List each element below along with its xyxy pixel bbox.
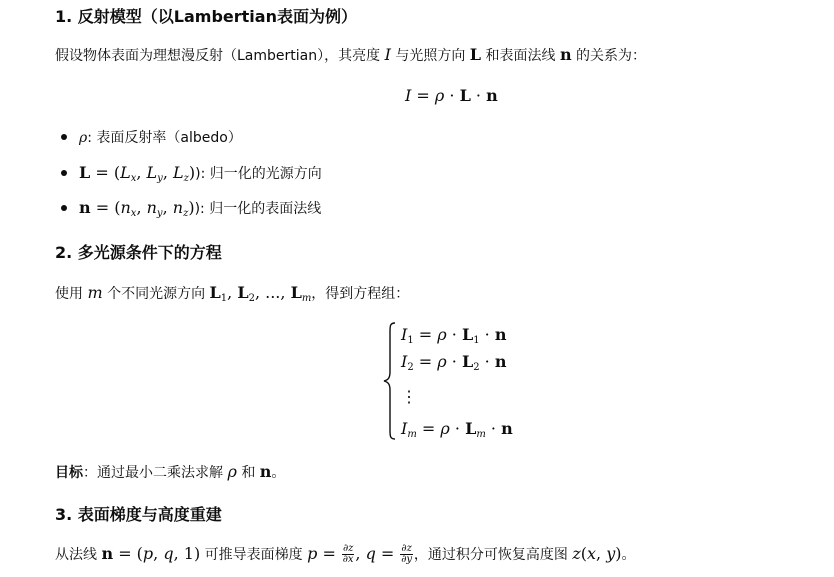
- bullet-surface-normal: $n = (n_x$, $n_y$, $n_z$)): 归一化的表面法线: [55, 198, 321, 224]
- paragraph-multi-light: 使用 m 个不同光源方向 $L_1$, $L_2$, ..., $L_m$，得到方程组：: [55, 283, 410, 304]
- bullet-light-direction: $L = (L_x$, $L_y$, $L_z$)): 归一化的光源方向: [55, 163, 322, 189]
- bullet-icon: [61, 170, 67, 176]
- system-row-m: $I_m = \rho \cdot L_m \cdot n$: [401, 419, 513, 440]
- section-heading-3: 3. 表面梯度与高度重建: [55, 505, 222, 524]
- section-heading-1: 1. 反射模型（以Lambertian表面为例）: [55, 7, 357, 26]
- paragraph-gradient: 从法线 n = (p, q, 1) 可推导表面梯度 p = $\frac{\partial z}{\partial x}$ , q = $\frac{\partial z}{\partial y}$ ，通过积分可恢复高度图 z(x, y)。: [55, 543, 636, 565]
- equation-system-brace: [383, 322, 397, 440]
- bullet-albedo: ρ: 表面反射率（albedo）: [55, 128, 242, 148]
- equation-lambert: I = ρ · L · n: [405, 86, 498, 105]
- paragraph-target: 目标：通过最小二乘法求解 ρ 和 n。: [55, 462, 286, 481]
- bullet-icon: [61, 205, 67, 211]
- system-row-1: $I_1 = \rho \cdot L_1 \cdot n$: [401, 325, 507, 346]
- paragraph-lambertian: 假设物体表面为理想漫反射（Lambertian），其亮度 I 与光照方向 L 和表面法线 n 的关系为：: [55, 45, 647, 64]
- system-vdots: ⋮: [401, 387, 417, 406]
- system-row-2: $I_2 = \rho \cdot L_2 \cdot n$: [401, 352, 507, 373]
- section-heading-2: 2. 多光源条件下的方程: [55, 243, 222, 262]
- bullet-icon: [61, 134, 67, 140]
